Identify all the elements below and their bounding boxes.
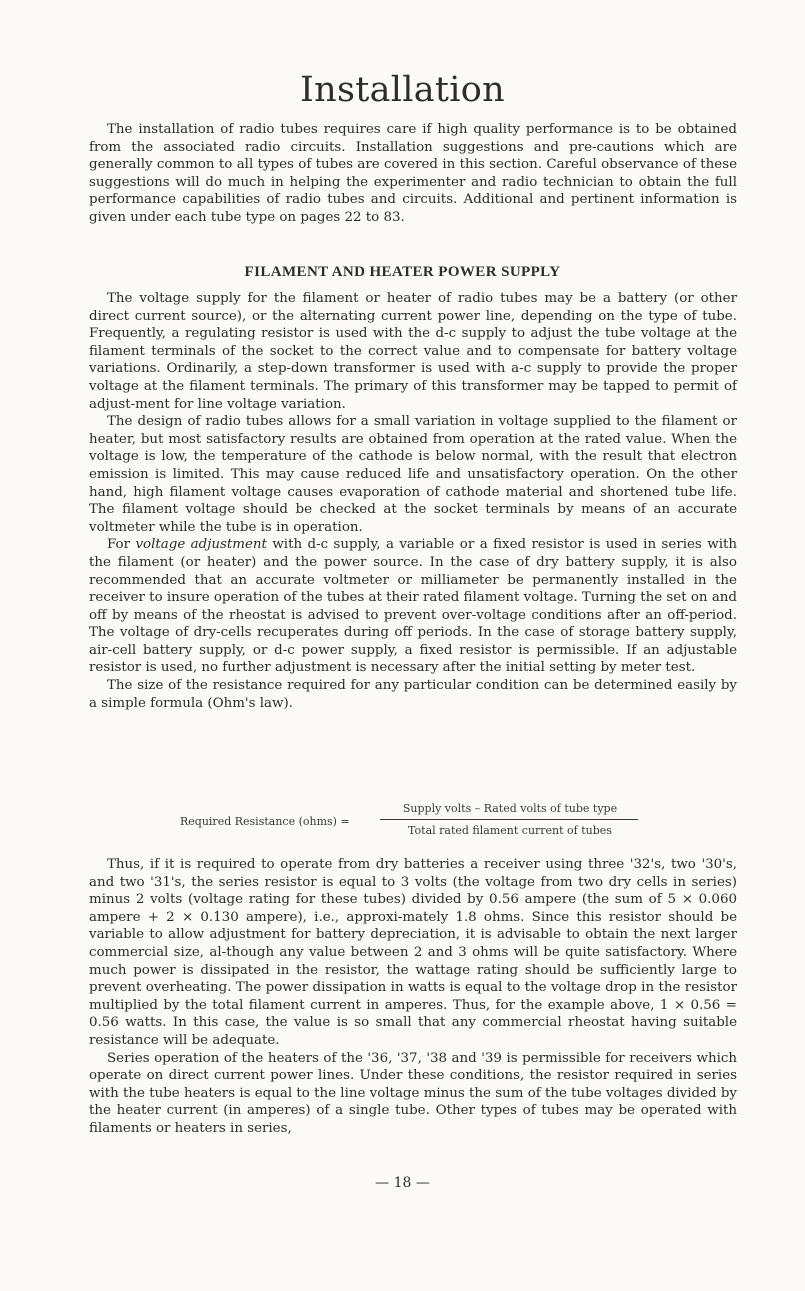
section-body-bottom [89,856,737,1138]
paragraph-series-operation: Series operation of the heaters of the '36, '37, '38 and '39 is permissible for receivers which operate on direct current power lines. Under these conditions, the resistor required in series with the tube heaters is equal to the line voltage minus the sum of the tube voltages divided by the heater current (in amperes) of a single tube. Other types of tubes may be operated with filaments or heaters in series, [89,1050,737,1136]
section-heading: FILAMENT AND HEATER POWER SUPPLY [244,264,561,280]
para3-italic-term: voltage adjustment [135,537,267,553]
formula-fraction [380,802,640,837]
para3-prefix: For [107,537,136,553]
section-body-top [89,290,737,712]
paragraph-voltage-supply: The voltage supply for the filament or heater of radio tubes may be a battery (or other direct current source), or the alternating current power line, depending on the type of tube. Frequently, a regulating resistor is used with the d-c supply to adjust the tube voltage at the filament terminals of the socket to the correct value and to compensate for battery voltage variations. Ordinarily, a step-down transformer is used with a-c supply to provide the proper voltage at the filament terminals. The primary of this transformer may be tapped to permit of adjust-ment for line voltage variation. [89,291,737,412]
para3-rest: with d-c supply, a variable or a fixed resistor is used in series with the filament (or heater) and the power source. In the case of dry battery supply, it is also recommended that an accurate voltmeter or milliameter be permanently installed in the receiver to insure operation of the tubes at their rated filament voltage. Turning the set on and off by means of the rheostat is advised to prevent over-voltage conditions after an off-period. The voltage of dry-cells recuperates during off periods. In the case of storage battery supply, air-cell battery supply, or d-c power supply, a fixed resistor is permissible. If an adjustable resistor is used, no further adjustment is necessary after the initial setting by meter test. [89,537,737,676]
page-title: Installation [300,70,505,110]
formula-lhs: Required Resistance (ohms) = [180,815,350,828]
intro-paragraph: The installation of radio tubes requires care if high quality performance is to be obtained from the associated radio circuits. Installation suggestions and pre-cautions which are generally common to all types of tubes are covered in this section. Careful observance of these suggestions will do much in helping the experimenter and radio technician to obtain the full performance capabilities of radio tubes and circuits. Additional and pertinent information is given under each tube type on pages 22 to 83. [89,122,737,225]
resistance-formula [180,802,640,850]
paragraph-example: Thus, if it is required to operate from dry batteries a receiver using three '32's, two '30's, and two '31's, the series resistor is equal to 3 volts (the voltage from two dry cells in series) minus 2 volts (voltage rating for these tubes) divided by 0.56 ampere (the sum of 5 × 0.060 ampere + 2 × 0.130 ampere), i.e., approxi-mately 1.8 ohms. Since this resistor should be variable to allow adjustment for battery depreciation, it is advisable to obtain the next larger commercial size, al-though any value between 2 and 3 ohms will be quite satisfactory. Where much power is dissipated in the resistor, the wattage rating should be sufficiently large to prevent overheating. The power dissipation in watts is equal to the voltage drop in the resistor multiplied by the total filament current in amperes. Thus, for the example above, 1 × 0.56 = 0.56 watts. In this case, the value is so small that any commercial rheostat having suitable resistance will be adequate. [89,857,737,1048]
paragraph-design: The design of radio tubes allows for a small variation in voltage supplied to the filament or heater, but most satisfactory results are obtained from operation at the rated value. When the voltage is low, the temperature of the cathode is below normal, with the result that electron emission is limited. This may cause reduced life and unsatisfactory operation. On the other hand, high filament voltage causes evaporation of cathode material and shortened tube life. The filament voltage should be checked at the socket terminals by means of an accurate voltmeter while the tube is in operation. [89,414,737,535]
paragraph-resistance-size: The size of the resistance required for any particular condition can be determined easily by a simple formula (Ohm's law). [89,678,737,711]
paragraph-voltage-adjustment [89,536,737,677]
intro-block [89,121,737,227]
formula-denominator: Total rated filament current of tubes [408,824,612,837]
formula-numerator: Supply volts – Rated volts of tube type [402,802,618,815]
page-number: — 18 — [375,1175,430,1191]
